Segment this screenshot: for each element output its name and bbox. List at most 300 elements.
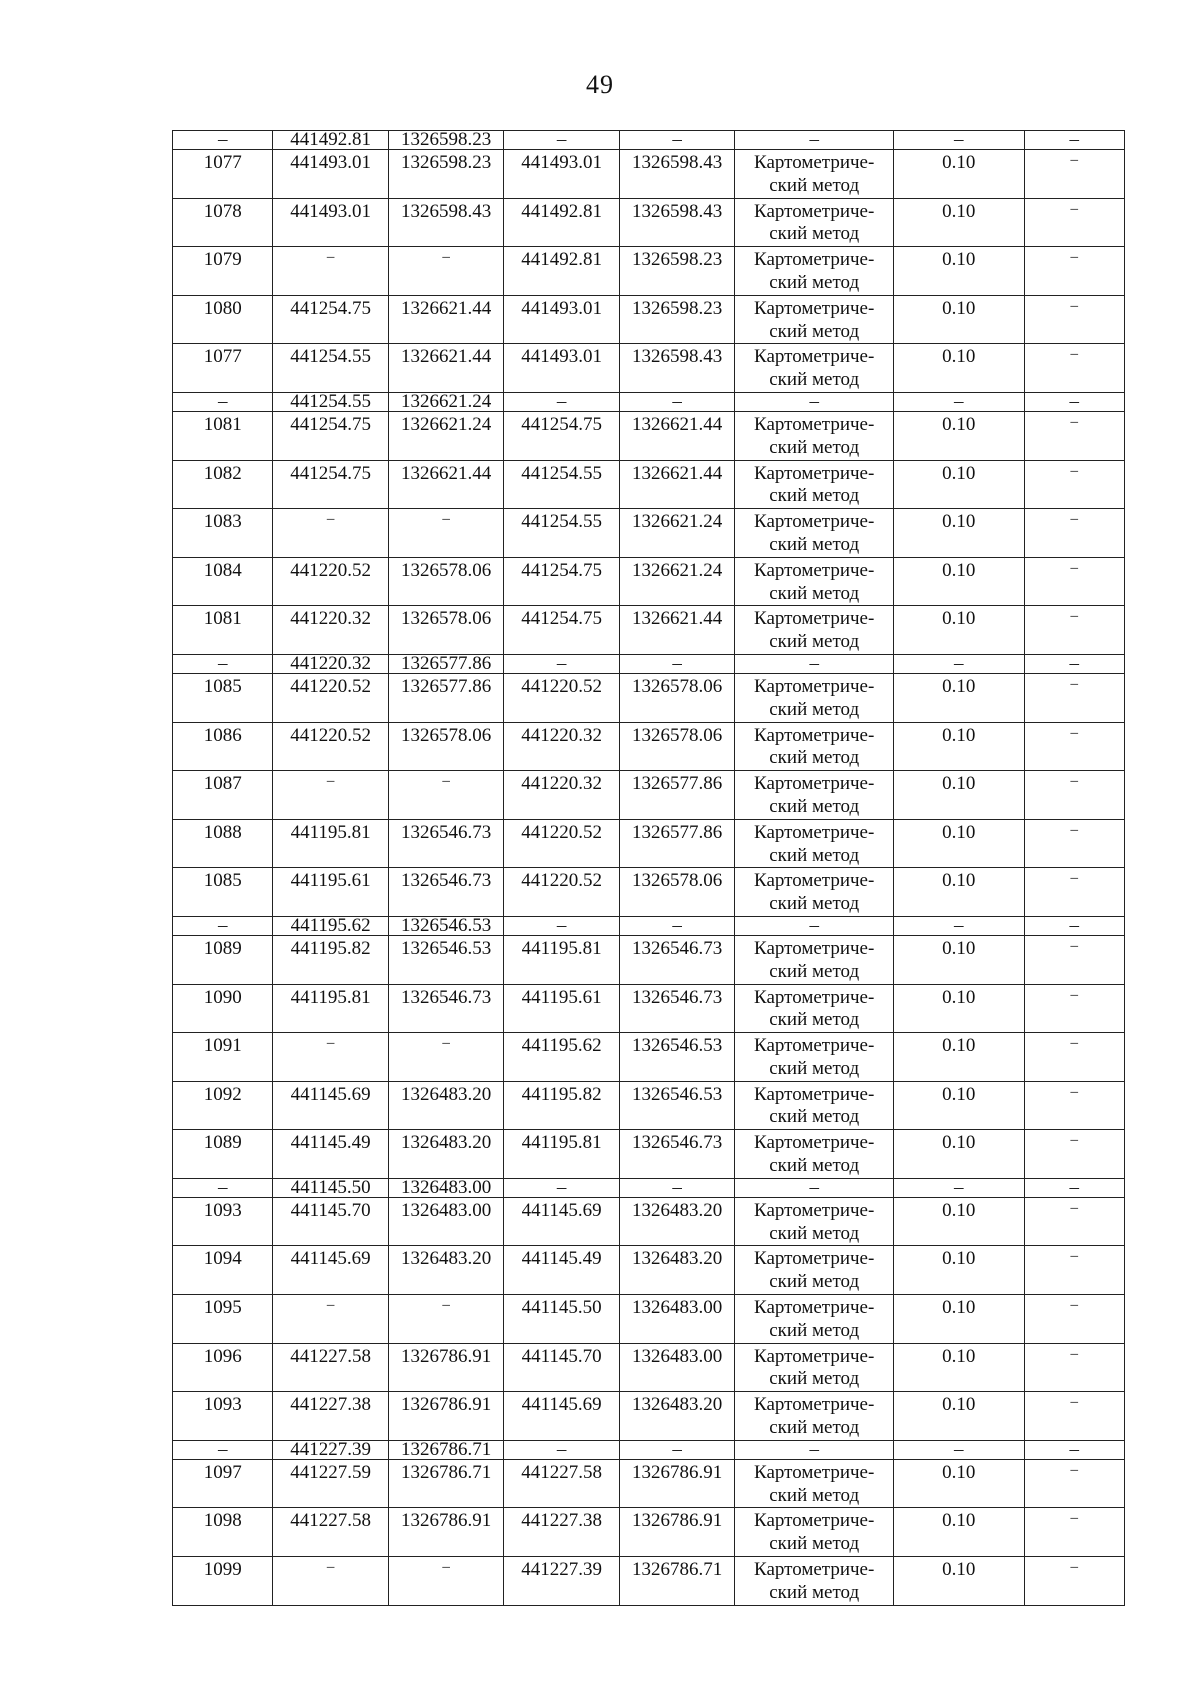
table-row — [173, 198, 1125, 247]
y-to-cell: 1326546.73 — [619, 1130, 734, 1179]
table-row — [173, 606, 1125, 655]
y-from-cell: 1326546.53 — [388, 935, 503, 984]
point-number-cell: 1082 — [173, 460, 273, 509]
point-number-cell: 1095 — [173, 1295, 273, 1344]
note-cell: – — [1024, 1459, 1124, 1508]
x-to-cell: 441227.38 — [504, 1508, 619, 1557]
y-from-cell: – — [388, 247, 503, 296]
x-to-cell: 441254.75 — [504, 557, 619, 606]
x-from-cell: 441145.69 — [273, 1081, 388, 1130]
point-number-cell: 1091 — [173, 1033, 273, 1082]
note-cell: – — [1024, 1508, 1124, 1557]
point-number-cell: 1092 — [173, 1081, 273, 1130]
y-from-cell: 1326483.00 — [388, 1178, 503, 1197]
method-cell: – — [735, 654, 894, 673]
x-to-cell: 441195.62 — [504, 1033, 619, 1082]
table-row — [173, 722, 1125, 771]
point-number-cell: 1077 — [173, 150, 273, 199]
y-to-cell: – — [619, 916, 734, 935]
y-to-cell: 1326786.91 — [619, 1459, 734, 1508]
y-from-cell: – — [388, 1557, 503, 1606]
accuracy-cell: – — [894, 1440, 1025, 1459]
note-cell: – — [1024, 392, 1124, 411]
accuracy-cell: 0.10 — [894, 1508, 1025, 1557]
x-from-cell: 441195.61 — [273, 868, 388, 917]
x-from-cell: 441254.75 — [273, 295, 388, 344]
x-to-cell: 441492.81 — [504, 247, 619, 296]
accuracy-cell: 0.10 — [894, 411, 1025, 460]
method-cell: Картометриче- ский метод — [735, 1033, 894, 1082]
note-cell: – — [1024, 509, 1124, 558]
method-cell: Картометриче- ский метод — [735, 509, 894, 558]
x-from-cell: – — [273, 771, 388, 820]
accuracy-cell: 0.10 — [894, 509, 1025, 558]
note-cell: – — [1024, 1246, 1124, 1295]
method-cell: – — [735, 392, 894, 411]
y-from-cell: 1326483.20 — [388, 1130, 503, 1179]
note-cell: – — [1024, 1081, 1124, 1130]
accuracy-cell: 0.10 — [894, 295, 1025, 344]
point-number-cell: 1087 — [173, 771, 273, 820]
accuracy-cell: 0.10 — [894, 1295, 1025, 1344]
table-row — [173, 1130, 1125, 1179]
y-from-cell: 1326483.20 — [388, 1081, 503, 1130]
y-from-cell: 1326786.71 — [388, 1440, 503, 1459]
method-cell: Картометриче- ский метод — [735, 150, 894, 199]
table-row — [173, 984, 1125, 1033]
y-to-cell: 1326598.43 — [619, 150, 734, 199]
y-to-cell: 1326483.00 — [619, 1343, 734, 1392]
point-number-cell: – — [173, 916, 273, 935]
accuracy-cell: 0.10 — [894, 1246, 1025, 1295]
y-to-cell: 1326578.06 — [619, 868, 734, 917]
table-row — [173, 1392, 1125, 1441]
x-from-cell: 441254.55 — [273, 344, 388, 393]
point-number-cell: 1083 — [173, 509, 273, 558]
method-cell: Картометриче- ский метод — [735, 771, 894, 820]
method-cell: – — [735, 131, 894, 150]
y-from-cell: 1326546.53 — [388, 916, 503, 935]
accuracy-cell: 0.10 — [894, 1033, 1025, 1082]
accuracy-cell: 0.10 — [894, 1459, 1025, 1508]
method-cell: Картометриче- ский метод — [735, 295, 894, 344]
y-to-cell: 1326483.20 — [619, 1246, 734, 1295]
x-from-cell: 441220.52 — [273, 557, 388, 606]
accuracy-cell: 0.10 — [894, 673, 1025, 722]
y-to-cell: 1326546.53 — [619, 1081, 734, 1130]
method-cell: Картометриче- ский метод — [735, 247, 894, 296]
point-number-cell: 1080 — [173, 295, 273, 344]
x-to-cell: 441220.52 — [504, 673, 619, 722]
point-number-cell: 1090 — [173, 984, 273, 1033]
method-cell: Картометриче- ский метод — [735, 868, 894, 917]
x-from-cell: 441493.01 — [273, 198, 388, 247]
method-cell: Картометриче- ский метод — [735, 819, 894, 868]
accuracy-cell: 0.10 — [894, 344, 1025, 393]
note-cell: – — [1024, 198, 1124, 247]
x-to-cell: 441220.32 — [504, 771, 619, 820]
x-from-cell: 441227.58 — [273, 1343, 388, 1392]
x-to-cell: 441254.75 — [504, 606, 619, 655]
accuracy-cell: 0.10 — [894, 1557, 1025, 1606]
y-from-cell: 1326621.24 — [388, 411, 503, 460]
x-from-cell: 441227.59 — [273, 1459, 388, 1508]
x-to-cell: 441145.69 — [504, 1392, 619, 1441]
y-from-cell: 1326621.44 — [388, 460, 503, 509]
x-from-cell: – — [273, 1557, 388, 1606]
accuracy-cell: 0.10 — [894, 247, 1025, 296]
y-from-cell: 1326483.20 — [388, 1246, 503, 1295]
x-to-cell: – — [504, 131, 619, 150]
note-cell: – — [1024, 1557, 1124, 1606]
table-body — [173, 131, 1125, 1606]
table-row — [173, 392, 1125, 411]
method-cell: Картометриче- ский метод — [735, 460, 894, 509]
point-number-cell: 1094 — [173, 1246, 273, 1295]
x-from-cell: 441492.81 — [273, 131, 388, 150]
accuracy-cell: – — [894, 916, 1025, 935]
accuracy-cell: 0.10 — [894, 1081, 1025, 1130]
point-number-cell: – — [173, 1178, 273, 1197]
accuracy-cell: 0.10 — [894, 722, 1025, 771]
accuracy-cell: – — [894, 392, 1025, 411]
method-cell: Картометриче- ский метод — [735, 1392, 894, 1441]
note-cell: – — [1024, 868, 1124, 917]
x-from-cell: 441195.81 — [273, 819, 388, 868]
y-from-cell: 1326786.91 — [388, 1392, 503, 1441]
point-number-cell: 1084 — [173, 557, 273, 606]
y-to-cell: – — [619, 654, 734, 673]
x-from-cell: 441220.32 — [273, 606, 388, 655]
accuracy-cell: 0.10 — [894, 1343, 1025, 1392]
method-cell: Картометриче- ский метод — [735, 1130, 894, 1179]
note-cell: – — [1024, 411, 1124, 460]
x-from-cell: 441254.75 — [273, 460, 388, 509]
y-from-cell: 1326786.91 — [388, 1508, 503, 1557]
x-from-cell: 441195.82 — [273, 935, 388, 984]
y-to-cell: 1326483.20 — [619, 1197, 734, 1246]
point-number-cell: 1098 — [173, 1508, 273, 1557]
x-to-cell: 441493.01 — [504, 344, 619, 393]
x-from-cell: – — [273, 509, 388, 558]
note-cell: – — [1024, 1295, 1124, 1344]
table-row — [173, 1246, 1125, 1295]
accuracy-cell: 0.10 — [894, 460, 1025, 509]
accuracy-cell: – — [894, 1178, 1025, 1197]
point-number-cell: 1088 — [173, 819, 273, 868]
x-to-cell: 441227.58 — [504, 1459, 619, 1508]
point-number-cell: 1081 — [173, 411, 273, 460]
point-number-cell: 1079 — [173, 247, 273, 296]
accuracy-cell: 0.10 — [894, 198, 1025, 247]
table-row — [173, 819, 1125, 868]
method-cell: Картометриче- ский метод — [735, 1459, 894, 1508]
y-from-cell: 1326546.73 — [388, 984, 503, 1033]
note-cell: – — [1024, 344, 1124, 393]
point-number-cell: 1078 — [173, 198, 273, 247]
accuracy-cell: 0.10 — [894, 1130, 1025, 1179]
point-number-cell: 1085 — [173, 868, 273, 917]
note-cell: – — [1024, 1343, 1124, 1392]
table-row — [173, 344, 1125, 393]
point-number-cell: 1085 — [173, 673, 273, 722]
note-cell: – — [1024, 295, 1124, 344]
note-cell: – — [1024, 722, 1124, 771]
note-cell: – — [1024, 984, 1124, 1033]
page-number: 49 — [586, 70, 614, 99]
method-cell: Картометриче- ский метод — [735, 1081, 894, 1130]
y-from-cell: – — [388, 1033, 503, 1082]
table-row — [173, 1343, 1125, 1392]
x-to-cell: 441493.01 — [504, 150, 619, 199]
point-number-cell: 1089 — [173, 1130, 273, 1179]
table-row — [173, 131, 1125, 150]
x-to-cell: 441220.52 — [504, 819, 619, 868]
table-row — [173, 1081, 1125, 1130]
y-to-cell: 1326577.86 — [619, 771, 734, 820]
note-cell: – — [1024, 1178, 1124, 1197]
table-row — [173, 1440, 1125, 1459]
x-from-cell: 441145.69 — [273, 1246, 388, 1295]
x-from-cell: 441220.52 — [273, 673, 388, 722]
note-cell: – — [1024, 819, 1124, 868]
note-cell: – — [1024, 916, 1124, 935]
table-row — [173, 1557, 1125, 1606]
x-to-cell: 441145.49 — [504, 1246, 619, 1295]
x-to-cell: 441227.39 — [504, 1557, 619, 1606]
note-cell: – — [1024, 1033, 1124, 1082]
x-to-cell: 441220.52 — [504, 868, 619, 917]
x-to-cell: – — [504, 1178, 619, 1197]
x-to-cell: 441220.32 — [504, 722, 619, 771]
note-cell: – — [1024, 935, 1124, 984]
note-cell: – — [1024, 606, 1124, 655]
y-from-cell: 1326786.71 — [388, 1459, 503, 1508]
accuracy-cell: 0.10 — [894, 771, 1025, 820]
point-number-cell: 1093 — [173, 1392, 273, 1441]
x-from-cell: 441227.39 — [273, 1440, 388, 1459]
y-to-cell: 1326577.86 — [619, 819, 734, 868]
y-to-cell: – — [619, 1178, 734, 1197]
y-to-cell: 1326621.44 — [619, 606, 734, 655]
y-from-cell: 1326546.73 — [388, 819, 503, 868]
y-from-cell: – — [388, 509, 503, 558]
x-to-cell: 441493.01 — [504, 295, 619, 344]
y-from-cell: 1326577.86 — [388, 673, 503, 722]
y-from-cell: 1326578.06 — [388, 557, 503, 606]
accuracy-cell: 0.10 — [894, 1392, 1025, 1441]
table-row — [173, 295, 1125, 344]
y-to-cell: – — [619, 392, 734, 411]
accuracy-cell: 0.10 — [894, 935, 1025, 984]
point-number-cell: 1089 — [173, 935, 273, 984]
method-cell: – — [735, 916, 894, 935]
x-from-cell: 441227.58 — [273, 1508, 388, 1557]
table-row — [173, 150, 1125, 199]
y-from-cell: 1326621.44 — [388, 295, 503, 344]
table-row — [173, 247, 1125, 296]
method-cell: Картометриче- ский метод — [735, 1246, 894, 1295]
point-number-cell: – — [173, 131, 273, 150]
y-from-cell: – — [388, 771, 503, 820]
method-cell: Картометриче- ский метод — [735, 673, 894, 722]
y-from-cell: 1326578.06 — [388, 722, 503, 771]
method-cell: Картометриче- ский метод — [735, 1343, 894, 1392]
y-from-cell: 1326598.23 — [388, 150, 503, 199]
x-to-cell: 441492.81 — [504, 198, 619, 247]
point-number-cell: 1097 — [173, 1459, 273, 1508]
x-from-cell: 441195.62 — [273, 916, 388, 935]
table-row — [173, 935, 1125, 984]
y-from-cell: 1326598.23 — [388, 131, 503, 150]
table-row — [173, 1178, 1125, 1197]
method-cell: – — [735, 1178, 894, 1197]
point-number-cell: 1096 — [173, 1343, 273, 1392]
accuracy-cell: 0.10 — [894, 1197, 1025, 1246]
x-from-cell: 441195.81 — [273, 984, 388, 1033]
y-to-cell: 1326483.00 — [619, 1295, 734, 1344]
table-row — [173, 1033, 1125, 1082]
y-to-cell: 1326483.20 — [619, 1392, 734, 1441]
y-to-cell: – — [619, 1440, 734, 1459]
point-number-cell: – — [173, 1440, 273, 1459]
method-cell: Картометриче- ский метод — [735, 606, 894, 655]
table-row — [173, 1295, 1125, 1344]
x-to-cell: – — [504, 654, 619, 673]
y-to-cell: 1326621.44 — [619, 411, 734, 460]
note-cell: – — [1024, 771, 1124, 820]
y-to-cell: 1326546.73 — [619, 935, 734, 984]
y-to-cell: 1326598.43 — [619, 344, 734, 393]
method-cell: Картометриче- ский метод — [735, 722, 894, 771]
note-cell: – — [1024, 247, 1124, 296]
y-to-cell: 1326786.71 — [619, 1557, 734, 1606]
x-to-cell: 441254.55 — [504, 509, 619, 558]
accuracy-cell: 0.10 — [894, 819, 1025, 868]
y-from-cell: 1326786.91 — [388, 1343, 503, 1392]
y-to-cell: 1326621.24 — [619, 509, 734, 558]
method-cell: Картометриче- ский метод — [735, 1295, 894, 1344]
x-from-cell: 441227.38 — [273, 1392, 388, 1441]
point-number-cell: 1099 — [173, 1557, 273, 1606]
note-cell: – — [1024, 654, 1124, 673]
y-from-cell: 1326621.24 — [388, 392, 503, 411]
y-from-cell: – — [388, 1295, 503, 1344]
accuracy-cell: 0.10 — [894, 984, 1025, 1033]
x-to-cell: 441145.69 — [504, 1197, 619, 1246]
table-row — [173, 1197, 1125, 1246]
table-row — [173, 916, 1125, 935]
x-from-cell: 441220.32 — [273, 654, 388, 673]
y-to-cell: 1326598.43 — [619, 198, 734, 247]
x-to-cell: 441254.55 — [504, 460, 619, 509]
method-cell: Картометриче- ский метод — [735, 935, 894, 984]
x-to-cell: 441195.81 — [504, 1130, 619, 1179]
y-to-cell: 1326598.23 — [619, 247, 734, 296]
note-cell: – — [1024, 1197, 1124, 1246]
method-cell: Картометриче- ский метод — [735, 1197, 894, 1246]
table-row — [173, 654, 1125, 673]
y-to-cell: 1326546.53 — [619, 1033, 734, 1082]
x-to-cell: – — [504, 1440, 619, 1459]
y-from-cell: 1326621.44 — [388, 344, 503, 393]
method-cell: Картометриче- ский метод — [735, 557, 894, 606]
y-to-cell: 1326546.73 — [619, 984, 734, 1033]
method-cell: Картометриче- ский метод — [735, 344, 894, 393]
y-from-cell: 1326483.00 — [388, 1197, 503, 1246]
note-cell: – — [1024, 1440, 1124, 1459]
y-to-cell: 1326621.24 — [619, 557, 734, 606]
note-cell: – — [1024, 150, 1124, 199]
x-to-cell: 441195.81 — [504, 935, 619, 984]
note-cell: – — [1024, 131, 1124, 150]
table-row — [173, 1508, 1125, 1557]
method-cell: – — [735, 1440, 894, 1459]
x-to-cell: 441145.70 — [504, 1343, 619, 1392]
method-cell: Картометриче- ский метод — [735, 984, 894, 1033]
y-to-cell: 1326786.91 — [619, 1508, 734, 1557]
accuracy-cell: – — [894, 131, 1025, 150]
note-cell: – — [1024, 1392, 1124, 1441]
x-to-cell: – — [504, 392, 619, 411]
point-number-cell: 1081 — [173, 606, 273, 655]
point-number-cell: 1077 — [173, 344, 273, 393]
x-from-cell: – — [273, 1295, 388, 1344]
y-to-cell: 1326621.44 — [619, 460, 734, 509]
y-to-cell: 1326578.06 — [619, 722, 734, 771]
point-number-cell: 1086 — [173, 722, 273, 771]
x-from-cell: 441145.50 — [273, 1178, 388, 1197]
x-from-cell: 441145.49 — [273, 1130, 388, 1179]
accuracy-cell: 0.10 — [894, 557, 1025, 606]
x-from-cell: 441254.75 — [273, 411, 388, 460]
table-row — [173, 460, 1125, 509]
point-number-cell: – — [173, 392, 273, 411]
note-cell: – — [1024, 557, 1124, 606]
table-row — [173, 411, 1125, 460]
x-from-cell: – — [273, 1033, 388, 1082]
table-row — [173, 1459, 1125, 1508]
method-cell: Картометриче- ский метод — [735, 198, 894, 247]
point-number-cell: – — [173, 654, 273, 673]
x-from-cell: 441220.52 — [273, 722, 388, 771]
accuracy-cell: – — [894, 654, 1025, 673]
x-to-cell: 441195.61 — [504, 984, 619, 1033]
y-to-cell: 1326598.23 — [619, 295, 734, 344]
table-row — [173, 557, 1125, 606]
accuracy-cell: 0.10 — [894, 150, 1025, 199]
x-from-cell: 441145.70 — [273, 1197, 388, 1246]
table-row — [173, 673, 1125, 722]
x-from-cell: 441254.55 — [273, 392, 388, 411]
y-from-cell: 1326577.86 — [388, 654, 503, 673]
x-to-cell: 441254.75 — [504, 411, 619, 460]
y-to-cell: – — [619, 131, 734, 150]
x-to-cell: 441145.50 — [504, 1295, 619, 1344]
x-to-cell: – — [504, 916, 619, 935]
x-from-cell: 441493.01 — [273, 150, 388, 199]
y-from-cell: 1326546.73 — [388, 868, 503, 917]
table-row — [173, 509, 1125, 558]
note-cell: – — [1024, 1130, 1124, 1179]
accuracy-cell: 0.10 — [894, 606, 1025, 655]
y-from-cell: 1326598.43 — [388, 198, 503, 247]
method-cell: Картометриче- ский метод — [735, 1557, 894, 1606]
coordinates-table — [172, 130, 1125, 1606]
y-from-cell: 1326578.06 — [388, 606, 503, 655]
method-cell: Картометриче- ский метод — [735, 411, 894, 460]
method-cell: Картометриче- ский метод — [735, 1508, 894, 1557]
